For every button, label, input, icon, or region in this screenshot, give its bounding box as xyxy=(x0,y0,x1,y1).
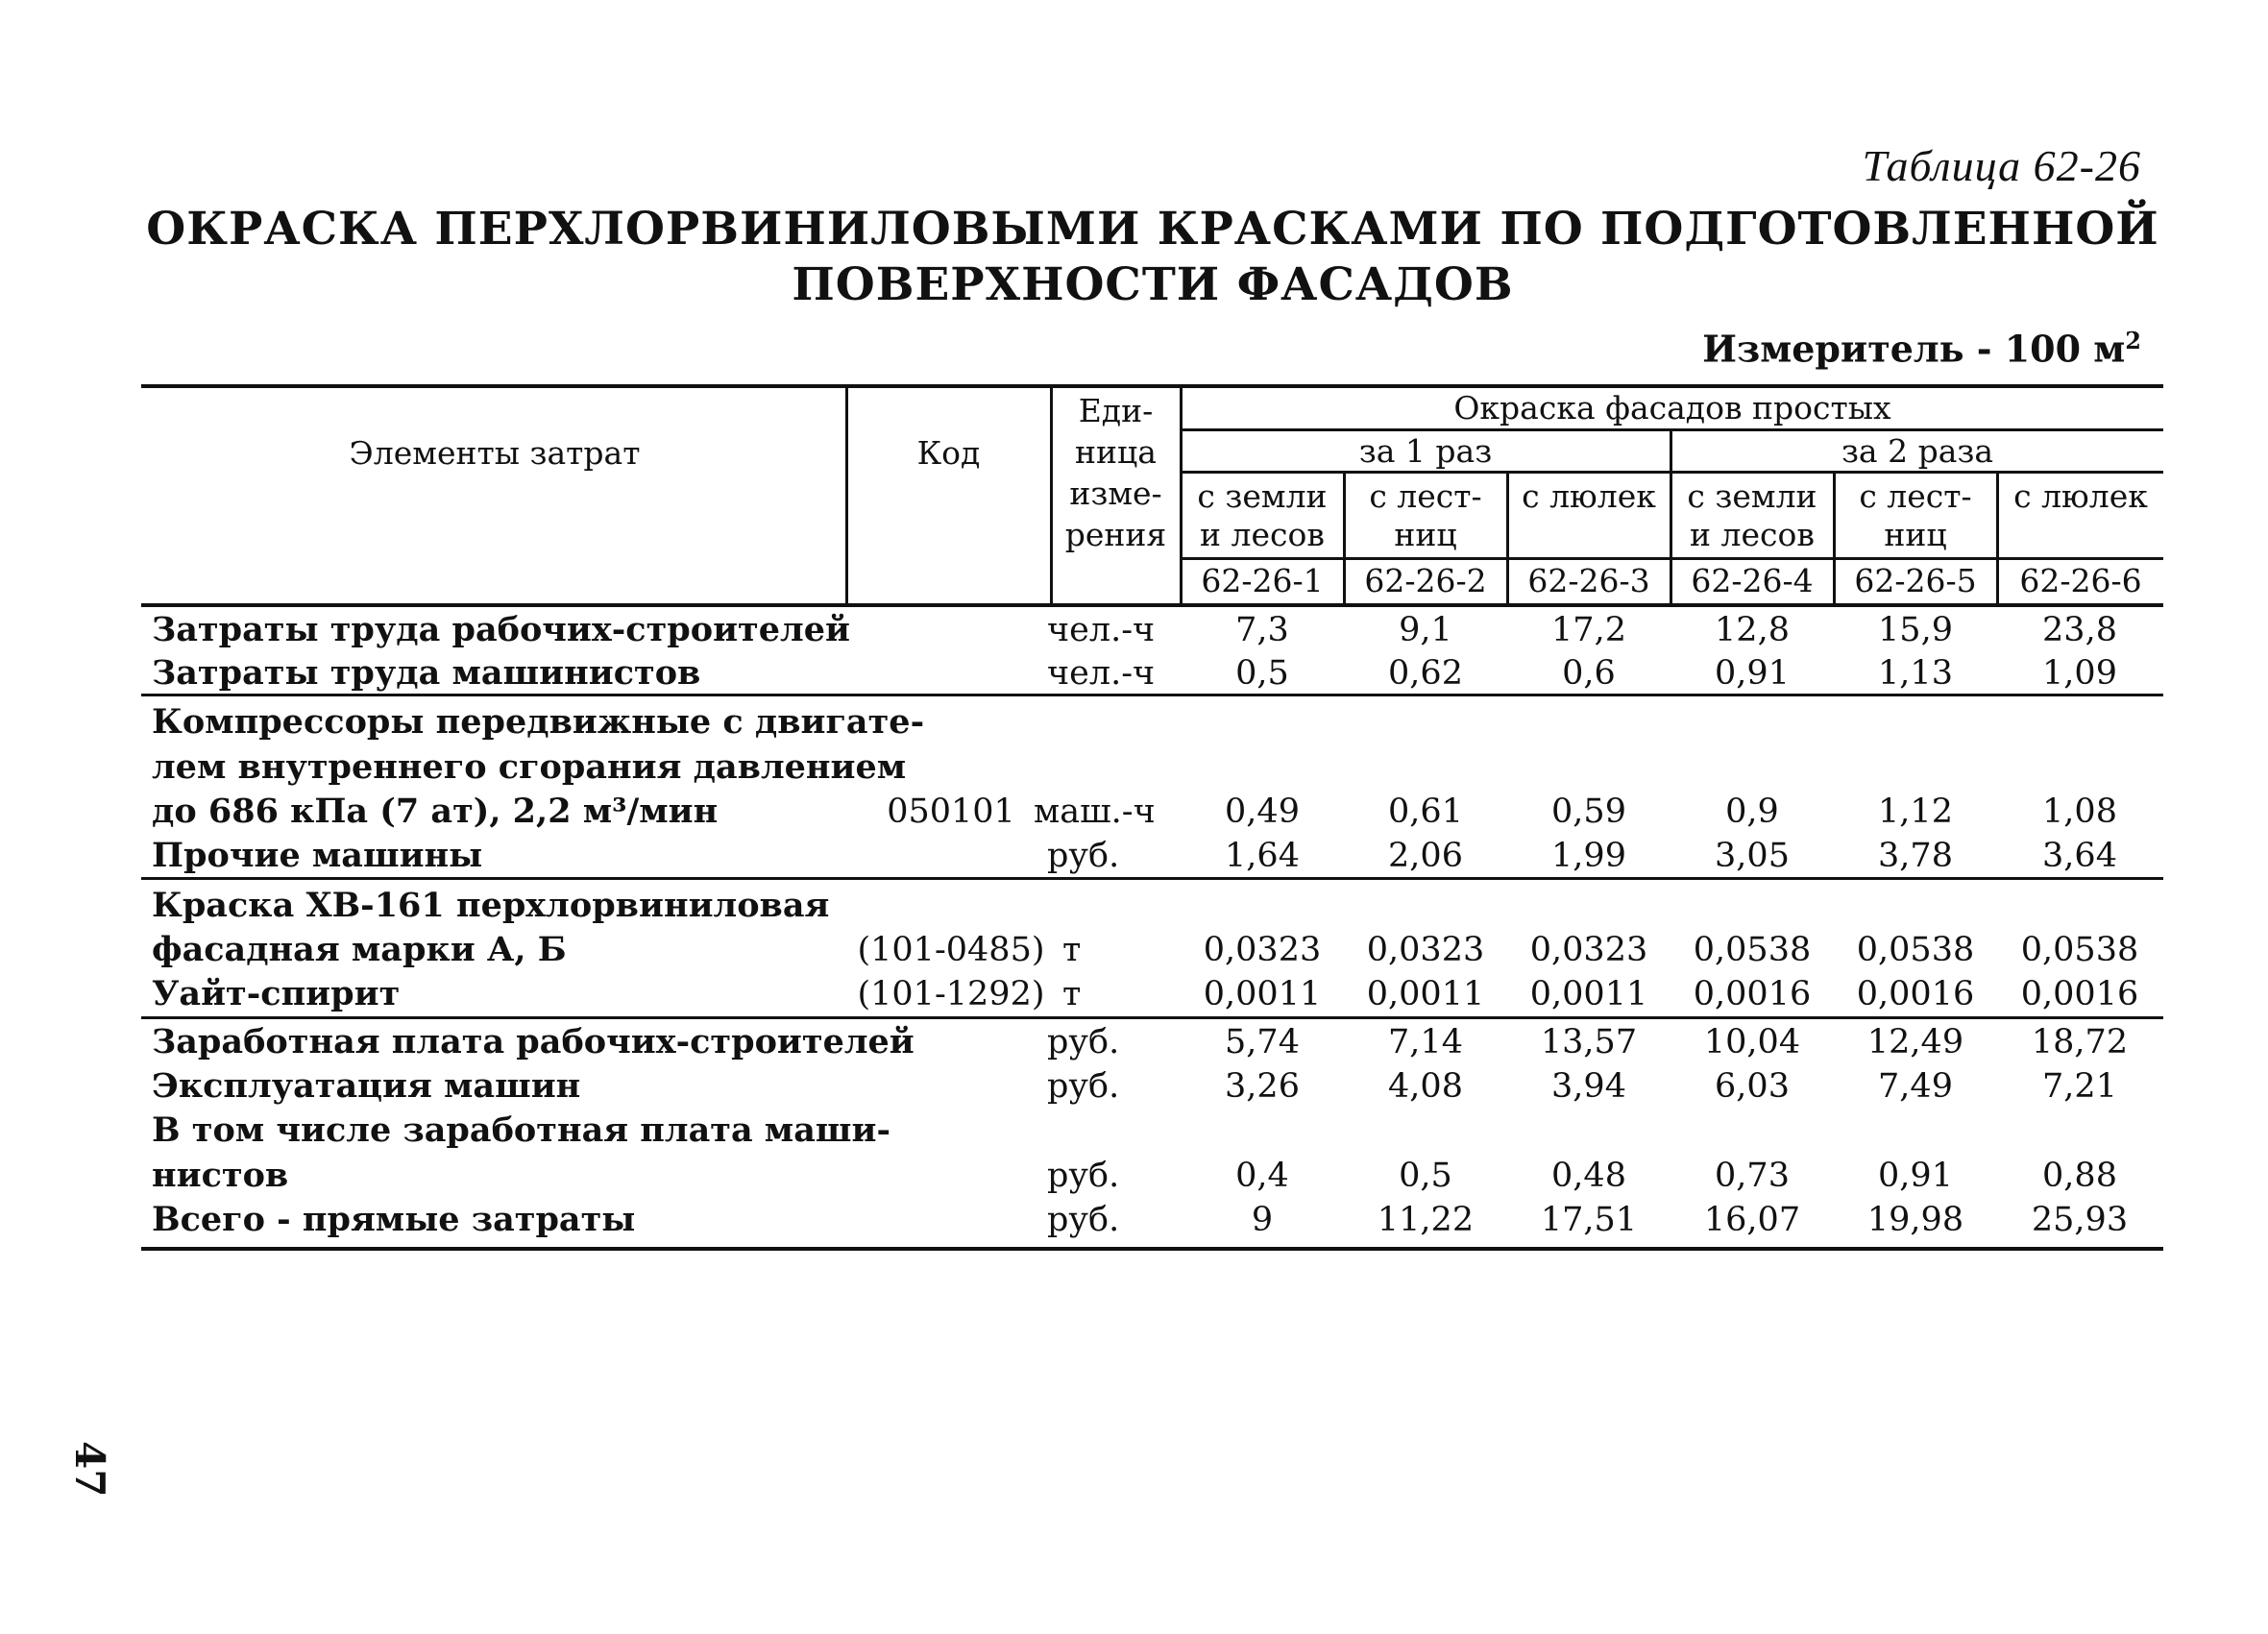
row-value: 1,12 xyxy=(1878,793,1953,831)
column-header-unit-line: изме- xyxy=(1069,475,1162,512)
column-header-code: Код xyxy=(916,434,981,472)
row-name-line: лем внутреннего сгорания давлением xyxy=(152,747,907,787)
column-header-unit xyxy=(1052,392,1180,554)
subcolumn-line: ниц xyxy=(1884,516,1947,553)
row-value: 3,64 xyxy=(2042,837,2117,875)
row-value: 7,49 xyxy=(1878,1067,1953,1106)
row-value: 7,3 xyxy=(1235,611,1289,649)
subcolumn-header xyxy=(1508,477,1670,516)
row-value: 3,94 xyxy=(1551,1067,1626,1106)
subcolumn-code: 62-26-2 xyxy=(1364,562,1487,599)
row-value: 0,5 xyxy=(1235,654,1289,693)
header-divider xyxy=(845,386,848,605)
row-value: 1,99 xyxy=(1551,837,1626,875)
row-name: Эксплуатация машин xyxy=(152,1066,581,1106)
header-subrule xyxy=(1180,471,2163,474)
row-name: Уайт-спирит xyxy=(152,974,401,1013)
row-value: 3,78 xyxy=(1878,837,1953,875)
row-value: 15,9 xyxy=(1878,611,1953,649)
subcolumn-header xyxy=(1671,477,1833,554)
row-value: 0,73 xyxy=(1715,1157,1790,1195)
row-unit: т xyxy=(1062,931,1082,969)
subcolumn-line: с лест- xyxy=(1859,477,1972,515)
row-value: 3,05 xyxy=(1715,837,1790,875)
title-line-2: ПОВЕРХНОСТИ ФАСАДОВ xyxy=(792,258,1514,311)
column-group-main: Окраска фасадов простых xyxy=(1453,389,1891,427)
row-value: 0,88 xyxy=(2042,1157,2117,1195)
row-value: 0,59 xyxy=(1551,793,1626,831)
row-name: Затраты труда машинистов xyxy=(152,653,701,693)
row-value: 0,0011 xyxy=(1203,975,1322,1013)
subcolumn-header xyxy=(1998,477,2163,516)
row-value: 6,03 xyxy=(1715,1067,1790,1106)
row-code: (101-1292) xyxy=(857,975,1045,1013)
subcolumn-line: ниц xyxy=(1394,516,1457,553)
row-name: Прочие машины xyxy=(152,836,483,875)
subcolumn-line: с люлек xyxy=(1522,477,1656,515)
row-value: 19,98 xyxy=(1866,1201,1964,1239)
row-name-line: Компрессоры передвижные с двигате- xyxy=(152,702,925,742)
row-value: 1,13 xyxy=(1878,654,1953,693)
column-header-unit-line: Еди- xyxy=(1078,392,1154,429)
row-value: 2,06 xyxy=(1388,837,1463,875)
row-unit: т xyxy=(1062,975,1082,1013)
row-unit: чел.-ч xyxy=(1047,611,1156,649)
row-value: 3,26 xyxy=(1225,1067,1300,1106)
table-label: Таблица 62-26 xyxy=(1862,141,2141,190)
unit-measure-text: Измеритель - 100 м xyxy=(1702,327,2126,371)
title-line-1: ОКРАСКА ПЕРХЛОРВИНИЛОВЫМИ КРАСКАМИ ПО ПОДГОТОВЛЕННОЙ xyxy=(146,203,2159,256)
subcolumn-code: 62-26-5 xyxy=(1854,562,1977,599)
column-header-unit-line: ница xyxy=(1075,433,1157,471)
row-code: (101-0485) xyxy=(857,931,1045,969)
row-value: 0,4 xyxy=(1235,1157,1289,1195)
subcolumn-line: с земли xyxy=(1687,477,1817,515)
row-value: 10,04 xyxy=(1703,1023,1801,1061)
row-value: 1,64 xyxy=(1225,837,1300,875)
row-code: 050101 xyxy=(887,793,1015,831)
row-value: 0,9 xyxy=(1725,793,1779,831)
row-value: 5,74 xyxy=(1225,1023,1300,1061)
row-value: 1,09 xyxy=(2042,654,2117,693)
row-value: 4,08 xyxy=(1388,1067,1463,1106)
subcolumn-code: 62-26-4 xyxy=(1691,562,1814,599)
column-header-elements: Элементы затрат xyxy=(349,434,641,472)
subcolumn-header xyxy=(1835,477,1996,554)
section-rule-2 xyxy=(141,877,2163,880)
row-value: 7,14 xyxy=(1388,1023,1463,1061)
row-unit: руб. xyxy=(1047,837,1120,875)
row-value: 0,0016 xyxy=(1693,975,1812,1013)
row-name: Затраты труда рабочих-строителей xyxy=(152,610,850,649)
subcolumn-line: с земли xyxy=(1197,477,1328,515)
row-unit: руб. xyxy=(1047,1023,1120,1061)
row-unit: руб. xyxy=(1047,1067,1120,1106)
row-value: 1,08 xyxy=(2042,793,2117,831)
row-value: 17,51 xyxy=(1540,1201,1638,1239)
row-value: 0,0323 xyxy=(1529,931,1648,969)
row-value: 0,0538 xyxy=(1856,931,1975,969)
row-name-line: нистов xyxy=(152,1156,289,1195)
column-header-unit-line: рения xyxy=(1064,516,1167,553)
row-value: 0,0323 xyxy=(1366,931,1485,969)
row-name-line: Краска ХВ-161 перхлорвиниловая xyxy=(152,886,830,925)
row-value: 0,6 xyxy=(1562,654,1616,693)
row-value: 9 xyxy=(1251,1201,1274,1239)
row-value: 0,91 xyxy=(1878,1157,1953,1195)
subcolumn-line: с лест- xyxy=(1369,477,1482,515)
page-number: 47 xyxy=(66,1441,113,1498)
row-value: 25,93 xyxy=(2031,1201,2129,1239)
row-unit: руб. xyxy=(1047,1201,1120,1239)
row-value: 18,72 xyxy=(2031,1023,2129,1061)
column-group-once: за 1 раз xyxy=(1358,432,1493,470)
header-bottom-rule xyxy=(141,603,2163,607)
row-name: Всего - прямые затраты xyxy=(152,1200,636,1239)
row-value: 0,0016 xyxy=(1856,975,1975,1013)
row-value: 16,07 xyxy=(1703,1201,1801,1239)
header-subrule xyxy=(1180,428,2163,431)
subcolumn-line: и лесов xyxy=(1200,516,1325,553)
row-name-line: до 686 кПа (7 ат), 2,2 м³/мин xyxy=(152,792,719,831)
section-rule-3 xyxy=(141,1016,2163,1019)
row-value: 0,0538 xyxy=(2020,931,2139,969)
row-name-line: фасадная марки А, Б xyxy=(152,930,567,969)
column-group-twice: за 2 раза xyxy=(1841,432,1994,470)
row-unit: руб. xyxy=(1047,1157,1120,1195)
page-title xyxy=(144,202,2161,313)
row-name-line: В том числе заработная плата маши- xyxy=(152,1110,890,1150)
row-value: 0,62 xyxy=(1388,654,1463,693)
row-value: 23,8 xyxy=(2042,611,2117,649)
row-value: 12,8 xyxy=(1715,611,1790,649)
subcolumn-line: с люлек xyxy=(2013,477,2148,515)
row-unit: чел.-ч xyxy=(1047,654,1156,693)
row-value: 11,22 xyxy=(1377,1201,1475,1239)
row-value: 0,61 xyxy=(1388,793,1463,831)
row-value: 0,49 xyxy=(1225,793,1300,831)
subcolumn-line: и лесов xyxy=(1690,516,1815,553)
row-value: 0,0538 xyxy=(1693,931,1812,969)
row-value: 0,48 xyxy=(1551,1157,1626,1195)
row-value: 17,2 xyxy=(1551,611,1626,649)
subcolumn-code: 62-26-3 xyxy=(1527,562,1650,599)
subcolumn-header xyxy=(1182,477,1343,554)
row-unit: маш.-ч xyxy=(1034,793,1156,831)
row-value: 0,0016 xyxy=(2020,975,2139,1013)
table-bottom-rule xyxy=(141,1247,2163,1251)
row-value: 0,0011 xyxy=(1529,975,1648,1013)
subcolumn-code: 62-26-6 xyxy=(2019,562,2142,599)
unit-measure xyxy=(1702,327,2141,371)
row-value: 0,0323 xyxy=(1203,931,1322,969)
subcolumn-code: 62-26-1 xyxy=(1201,562,1324,599)
subcolumn-header xyxy=(1345,477,1506,554)
row-value: 12,49 xyxy=(1866,1023,1964,1061)
row-value: 0,91 xyxy=(1715,654,1790,693)
table-top-rule xyxy=(141,384,2163,388)
row-value: 7,21 xyxy=(2042,1067,2117,1106)
row-value: 0,0011 xyxy=(1366,975,1485,1013)
row-value: 9,1 xyxy=(1399,611,1452,649)
row-name: Заработная плата рабочих-строителей xyxy=(152,1022,915,1061)
row-value: 0,5 xyxy=(1399,1157,1452,1195)
unit-measure-superscript: 2 xyxy=(2125,327,2141,354)
header-subrule xyxy=(1180,557,2163,560)
row-value: 13,57 xyxy=(1540,1023,1638,1061)
